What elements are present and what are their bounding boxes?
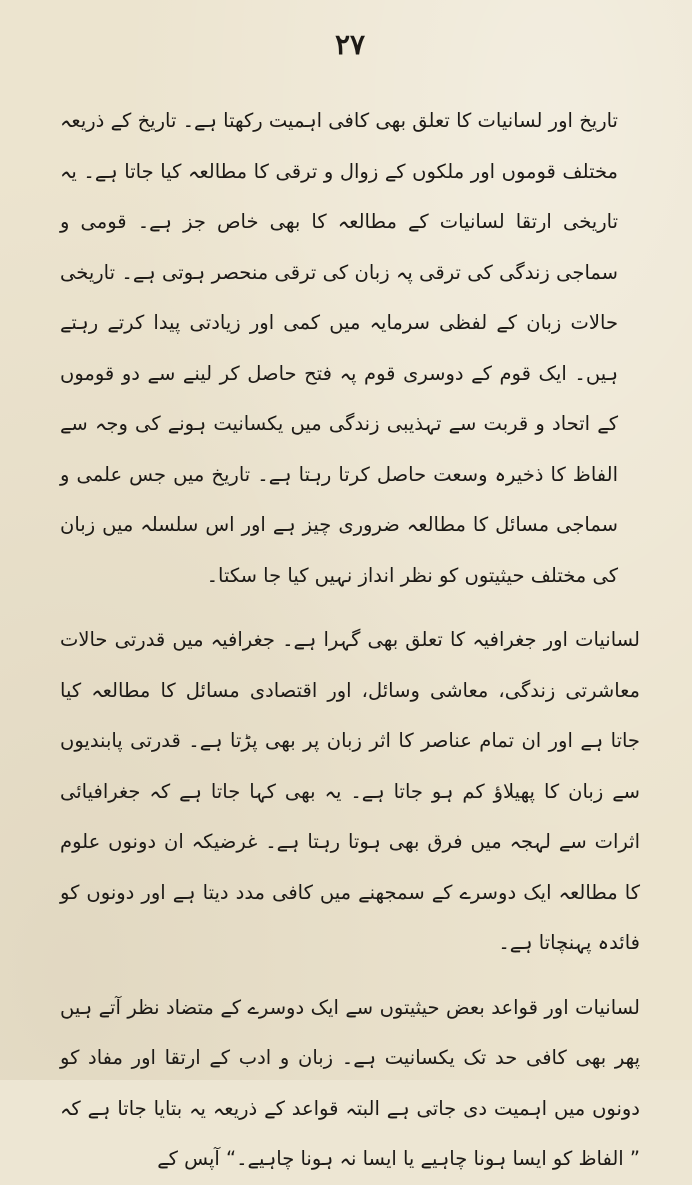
paragraph-history-linguistics: تاریخ اور لسانیات کا تعلق بھی کافی اہمیت رکھتا ہے۔ تاریخ کے ذریعہ مختلف قوموں اور ملکوں کے زوال و ترقی کا مطالعہ کیا جاتا ہے۔ یہ تاریخی ارتقا لسانیات کے مطالعہ کا بھی خاص جز ہے۔ قومی و سماجی زندگی کی ترقی پہ زبان کی ترقی منحصر ہوتی ہے۔ تاریخی حالات زبان کے لفظی سرمایہ میں کمی اور زیادتی پیدا کرتے رہتے ہیں۔ ایک قوم کے دوسری قوم پہ فتح حاصل کر لینے سے دو قوموں کے اتحاد و قربت سے تہذیبی زندگی میں یکسانیت ہونے کی وجہ سے الفاظ کا ذخیرہ وسعت حاصل کرتا رہتا ہے۔ تاریخ میں جس علمی و سماجی مسائل کا مطالعہ ضروری چیز ہے اور اس سلسلہ میں زبان کی مختلف حیثیتوں کو نظر انداز نہیں کیا جا سکتا۔: [60, 109, 618, 587]
paragraph-grammar-linguistics: لسانیات اور قواعد بعض حیثیتوں سے ایک دوسرے کے متضاد نظر آتے ہیں پھر بھی کافی حد تک یکسانیت ہے۔ زبان و ادب کے ارتقا اور مفاد کو دونوں میں اہمیت دی جاتی ہے البتہ قواعد کے ذریعہ یہ بتایا جاتا ہے کہ ” الفاظ کو ایسا ہونا چاہیے یا ایسا نہ ہونا چاہیے۔“ آپس کے: [60, 995, 640, 1170]
paragraph-geography-linguistics: لسانیات اور جغرافیہ کا تعلق بھی گہرا ہے۔ جغرافیہ میں قدرتی حالات معاشرتی زندگی، معاشی وسائل، اور اقتصادی مسائل کا مطالعہ کیا جاتا ہے اور ان تمام عناصر کا اثر زبان پر بھی پڑتا ہے۔ قدرتی پابندیوں سے زبان کا پھیلاؤ کم ہو جاتا ہے۔ یہ بھی کہا جاتا ہے کہ جغرافیائی اثرات سے لہجہ میں فرق بھی ہوتا رہتا ہے۔ غرضیکہ ان دونوں علوم کا مطالعہ ایک دوسرے کے سمجھنے میں کافی مدد دیتا ہے اور دونوں کو فائدہ پہنچاتا ہے۔: [60, 628, 640, 954]
page-number: ۲۷: [334, 28, 366, 61]
